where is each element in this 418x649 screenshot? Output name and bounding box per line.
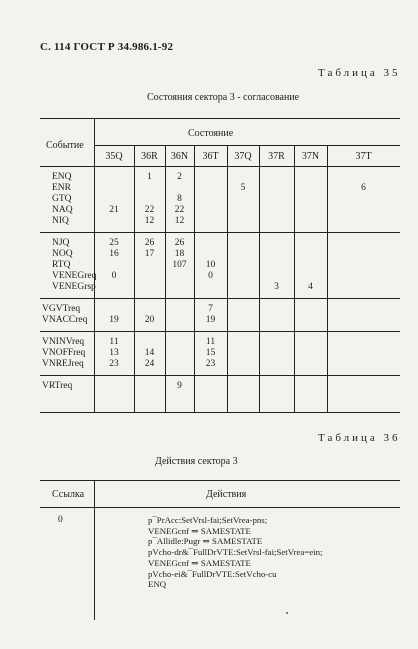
event-label: VNACCreq <box>42 315 88 325</box>
state-cell: 0 <box>208 271 213 281</box>
state-cell: 26 <box>144 238 155 248</box>
action-line: VENEGcnf ⇒ SAMESTATE <box>148 525 251 536</box>
state-cell: 11 <box>109 337 119 347</box>
page-header: С. 114 ГОСТ Р 34.986.1-92 <box>40 41 174 53</box>
state-cell: 12 <box>174 216 185 226</box>
state-cell: 14 <box>144 348 155 358</box>
page-mark <box>286 612 288 614</box>
action-line: p¯PrAcc:SetVrsl-fai;SetVrea-pns; <box>148 515 268 525</box>
event-label: NOQ <box>52 249 73 259</box>
state-cell: 8 <box>177 194 182 204</box>
action-line: pVcho-ei&¯FullDrVTE:SetVcho-cu <box>148 568 277 579</box>
action-line: ENQ <box>148 579 167 590</box>
action-line: VENEGcnf ⇒ SAMESTATE <box>148 557 251 568</box>
table-35-caption: Состояния сектора 3 - согласование <box>147 92 300 103</box>
event-label: NIQ <box>52 216 69 226</box>
state-cell: 0 <box>111 271 117 281</box>
event-label: VRTreq <box>42 381 73 391</box>
state-cell: 107 <box>172 260 187 270</box>
state-cell: 3 <box>274 282 279 292</box>
state-cell: 6 <box>361 183 366 193</box>
table-36-caption: Действия сектора 3 <box>155 456 238 467</box>
ref-value: 0 <box>58 515 63 525</box>
state-cell: 1 <box>147 172 152 182</box>
event-column-header: Событие <box>46 140 84 151</box>
actions-column-header: Действия <box>206 489 247 500</box>
state-cell: 22 <box>174 205 185 215</box>
state-cell: 20 <box>144 315 155 325</box>
state-cell: 24 <box>144 359 155 369</box>
state-cell: 18 <box>174 249 185 259</box>
table-35-label: Таблица 35 <box>318 67 401 79</box>
state-column-36t: 36T <box>202 151 219 162</box>
state-cell: 23 <box>205 359 216 369</box>
state-cell: 13 <box>109 348 119 358</box>
state-cell: 26 <box>174 238 185 248</box>
table-36-label: Таблица 36 <box>318 432 401 444</box>
state-cell: 7 <box>208 304 213 314</box>
state-cell: 2 <box>177 172 182 182</box>
event-label: RTQ <box>52 260 71 270</box>
action-line: pVcho-dr&¯FullDrVTE:SetVrsl-fai;SetVrea=ein; <box>148 547 323 558</box>
state-cell: 4 <box>308 282 313 292</box>
event-label: VENEGrsp <box>52 282 96 292</box>
state-cell: 19 <box>109 315 119 325</box>
state-column-35q: 35Q <box>105 151 123 162</box>
state-column-37q: 37Q <box>234 151 252 162</box>
event-label: NAQ <box>52 205 73 215</box>
state-column-header: Состояние <box>188 128 234 139</box>
ref-column-header: Ссылка <box>52 489 85 500</box>
table-35 <box>40 118 400 412</box>
state-cell: 22 <box>144 205 155 215</box>
table-36 <box>40 480 400 620</box>
state-cell: 11 <box>205 337 216 347</box>
event-label: ENQ <box>52 172 72 182</box>
state-cell: 17 <box>144 249 155 259</box>
event-label: GTQ <box>52 194 72 204</box>
event-label: NJQ <box>52 238 70 248</box>
state-cell: 19 <box>205 315 216 325</box>
event-label: VNINVreq <box>42 337 85 347</box>
state-column-36n: 36N <box>170 151 189 162</box>
action-line: p¯Allidle:Pugr ⇒ SAMESTATE <box>148 536 263 547</box>
state-column-37n: 37N <box>301 151 320 162</box>
state-cell: 12 <box>144 216 155 226</box>
event-label: VNREJreq <box>42 359 84 369</box>
state-cell: 15 <box>205 348 216 358</box>
event-label: VENEGreq <box>52 271 97 281</box>
state-column-37r: 37R <box>268 151 285 162</box>
state-cell: 16 <box>109 249 119 259</box>
state-cell: 21 <box>109 205 119 215</box>
state-cell: 9 <box>177 381 182 391</box>
event-label: ENR <box>52 183 71 193</box>
state-cell: 10 <box>205 260 216 270</box>
state-cell: 23 <box>109 359 119 369</box>
state-cell: 25 <box>109 238 119 248</box>
event-label: VGVTreq <box>42 304 81 314</box>
state-column-37t: 37T <box>355 151 372 162</box>
event-label: VNOFFreq <box>42 348 86 358</box>
state-cell: 5 <box>240 183 246 193</box>
state-column-36r: 36R <box>141 151 158 162</box>
